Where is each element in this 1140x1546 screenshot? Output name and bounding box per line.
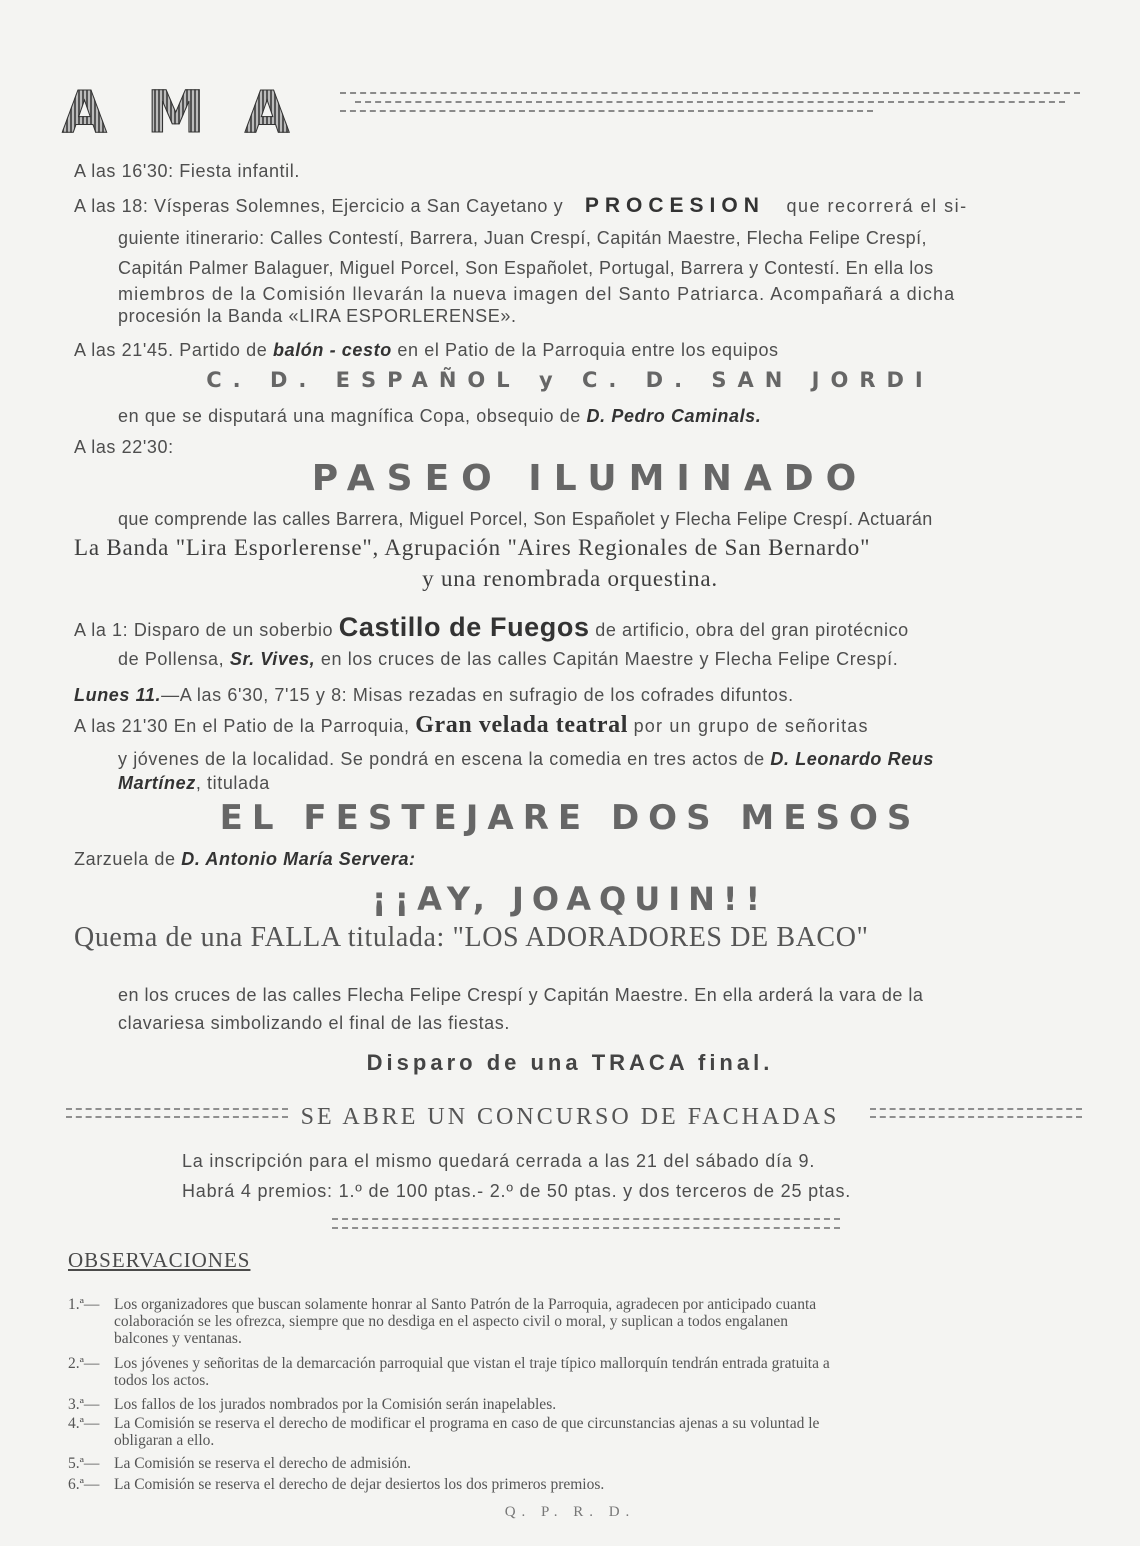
divider (870, 1108, 1082, 1110)
falla-heading: Quema de una FALLA titulada: "LOS ADORADORES DE BACO" (74, 922, 869, 953)
observation-text: todos los actos. (114, 1372, 210, 1389)
observaciones-title: OBSERVACIONES (68, 1248, 251, 1272)
observation-text: Los fallos de los jurados nombrados por la Comisión serán inapelables. (114, 1396, 557, 1413)
program-text: y jóvenes de la localidad. Se pondrá en escena la comedia en tres actos de (118, 749, 765, 769)
program-line: procesión la Banda «LIRA ESPORLERENSE». (118, 306, 517, 326)
program-line (74, 684, 794, 707)
header-rules (340, 92, 1080, 119)
program-line (118, 748, 934, 771)
concurso-line: Habrá 4 premios: 1.º de 100 ptas.- 2.º de 50 ptas. y dos terceros de 25 ptas. (182, 1181, 852, 1201)
program-line: La Banda "Lira Esporlerense", Agrupación "Aires Regionales de San Bernardo" (74, 535, 871, 560)
program-text: balón - cesto (272, 340, 392, 360)
observation-item (68, 1455, 1088, 1472)
observation-number: 6.ª— (68, 1476, 100, 1493)
traca-heading: Disparo de una TRACA final. (366, 1050, 774, 1075)
program-text: A las 21'45. Partido de (74, 340, 268, 360)
program-text: por un grupo de señoritas (633, 716, 869, 736)
procesion-heading: PROCESION (584, 194, 765, 217)
observation-text: obligaran a ello. (114, 1432, 215, 1449)
program-text: A la 1: Disparo de un soberbio (74, 620, 334, 640)
program-line: en los cruces de las calles Flecha Felipe Crespí y Capitán Maestre. En ella arderá la vara de la (118, 985, 924, 1005)
paseo-heading: PASEO ILUMINADO (311, 458, 869, 499)
observation-text: colaboración se les ofrezca, siempre que no desdiga en el aspecto civil o moral, y suplican a todos engalanen (114, 1313, 789, 1330)
program-line (74, 612, 909, 642)
observation-number: 3.ª— (68, 1396, 100, 1413)
program-text: A las 21'30 En el Patio de la Parroquia, (74, 716, 410, 736)
program-line: A las 22'30: (74, 437, 174, 457)
castillo-heading: Castillo de Fuegos (338, 612, 590, 642)
program-text: en el Patio de la Parroquia entre los equipos (397, 340, 779, 360)
observation-item (68, 1396, 1088, 1413)
program-text: en los cruces de las calles Capitán Maestre y Flecha Felipe Crespí. (320, 649, 899, 669)
observation-text: Los jóvenes y señoritas de la demarcación parroquial que vistan el traje típico mallorquín tendrán entrada gratuita a (114, 1355, 830, 1372)
observation-text: La Comisión se reserva el derecho de modificar el programa en caso de que circunstancias ajenas a su voluntad le (114, 1415, 820, 1432)
divider (332, 1227, 840, 1229)
program-line (118, 405, 761, 428)
observation-item (68, 1476, 1088, 1493)
program-text: A las 18: Vísperas Solemnes, Ejercicio a San Cayetano y (74, 196, 564, 216)
velada-heading: Gran velada teatral (415, 712, 628, 738)
program-text: , titulada (195, 773, 270, 793)
program-line: Capitán Palmer Balaguer, Miguel Porcel, Son Españolet, Portugal, Barrera y Contestí. En ella los (118, 258, 934, 278)
program-line: miembros de la Comisión llevarán la nueva imagen del Santo Patriarca. Acompañará a dicha (118, 284, 956, 304)
program-text: D. Antonio María Servera: (181, 849, 416, 869)
program-line (74, 714, 869, 738)
program-line: A las 16'30: Fiesta infantil. (74, 161, 300, 181)
observation-number: 1.ª— (68, 1296, 100, 1313)
teams-heading: C. D. ESPAÑOL y C. D. SAN JORDI (206, 368, 934, 392)
observation-item (68, 1415, 1088, 1449)
concurso-line: La inscripción para el mismo quedará cerrada a las 21 del sábado día 9. (182, 1151, 816, 1171)
program-line: guiente itinerario: Calles Contestí, Barrera, Juan Crespí, Capitán Maestre, Flecha Felipe Crespí, (118, 228, 928, 248)
observation-text: La Comisión se reserva el derecho de admisión. (114, 1455, 411, 1472)
observation-item (68, 1355, 1088, 1389)
divider (332, 1218, 840, 1220)
program-line: clavariesa simbolizando el final de las fiestas. (118, 1013, 510, 1033)
page-title: AMA (62, 78, 330, 146)
divider (870, 1116, 1082, 1118)
program-line (74, 339, 779, 362)
program-text: en que se disputará una magnífica Copa, obsequio de (118, 406, 581, 426)
observation-number: 5.ª— (68, 1455, 100, 1472)
observation-item (68, 1296, 1088, 1347)
program-line (118, 772, 270, 795)
comedy-title: EL FESTEJARE DOS MESOS (219, 798, 921, 838)
program-text: —A las 6'30, 7'15 y 8: Misas rezadas en sufragio de los cofrades difuntos. (161, 685, 794, 705)
concurso-title: SE ABRE UN CONCURSO DE FACHADAS (300, 1104, 840, 1130)
program-text: que recorrerá el si- (786, 196, 968, 216)
program-text: D. Pedro Caminals. (586, 406, 762, 426)
program-line (74, 848, 416, 871)
observation-number: 2.ª— (68, 1355, 100, 1372)
program-text: de artificio, obra del gran pirotécnico (595, 620, 909, 640)
observation-text: balcones y ventanas. (114, 1330, 242, 1347)
observation-text: La Comisión se reserva el derecho de dejar desiertos los dos primeros premios. (114, 1476, 605, 1493)
observation-text: Los organizadores que buscan solamente honrar al Santo Patrón de la Parroquia, agradecen por anticipado cuanta (114, 1296, 817, 1313)
program-text: de Pollensa, (118, 649, 225, 669)
program-line: y una renombrada orquestina. (422, 566, 718, 591)
signature: Q. P. R. D. (504, 1504, 636, 1520)
program-line: que comprende las calles Barrera, Miguel Porcel, Son Españolet y Flecha Felipe Crespí. Actuarán (118, 509, 933, 529)
program-text: D. Leonardo Reus (770, 749, 935, 769)
program-line (118, 648, 898, 671)
zarzuela-title: ¡¡AY, JOAQUIN!! (371, 880, 769, 918)
program-text: Zarzuela de (74, 849, 176, 869)
observation-number: 4.ª— (68, 1415, 100, 1432)
program-text: Lunes 11. (74, 685, 162, 705)
program-text: Sr. Vives, (229, 649, 316, 669)
program-text: Martínez (118, 773, 196, 793)
program-line (74, 194, 968, 218)
